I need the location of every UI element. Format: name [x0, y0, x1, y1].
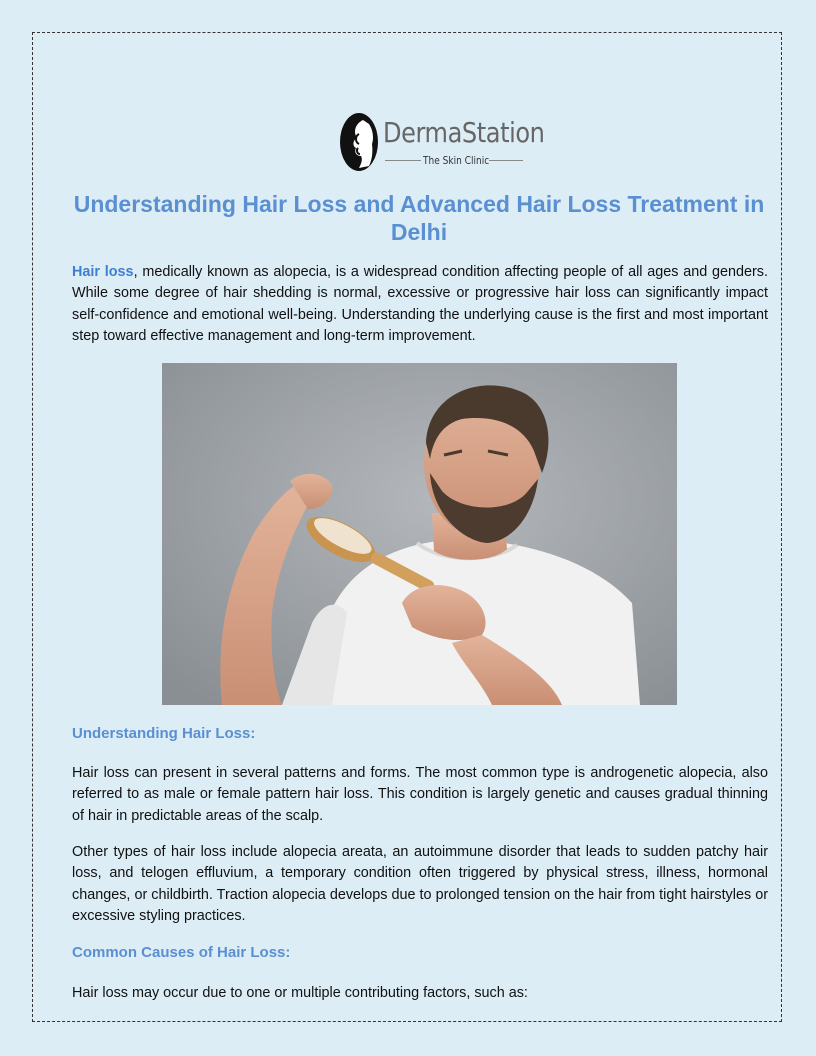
hero-image-man-with-hairbrush	[162, 363, 677, 705]
brand-tagline: The Skin Clinic	[423, 154, 490, 167]
brand-name: DermaStation	[383, 116, 545, 149]
brand-logo	[339, 112, 545, 172]
section-heading-understanding: Understanding Hair Loss:	[72, 725, 256, 742]
section-paragraph: Hair loss may occur due to one or multiple contributing factors, such as:	[72, 985, 528, 1001]
logo-divider-right	[489, 160, 523, 161]
logo-face-icon	[339, 112, 381, 172]
logo-divider-left	[385, 160, 421, 161]
section-paragraph: Other types of hair loss include alopecia areata, an autoimmune disorder that leads to sudden patchy hair loss, and telogen effluvium, a temporary condition often triggered by physical stress, illness, hormonal changes, or childbirth. Traction alopecia develops due to prolonged tension on the hair from tight hairstyles or excessive styling practices.	[72, 844, 768, 924]
section-heading-causes: Common Causes of Hair Loss:	[72, 944, 291, 961]
hair-loss-link[interactable]: Hair loss	[72, 264, 134, 280]
intro-paragraph	[72, 262, 768, 347]
page-title: Understanding Hair Loss and Advanced Hair Loss Treatment in Delhi	[73, 191, 765, 245]
intro-text: , medically known as alopecia, is a widespread condition affecting people of all ages and genders. While some degree of hair shedding is normal, excessive or progressive hair loss can significantly impact self-confidence and emotional well-being. Understanding the underlying cause is the first and most important step toward effective management and long-term improvement.	[72, 264, 768, 344]
section-paragraph: Hair loss can present in several patterns and forms. The most common type is androgenetic alopecia, also referred to as male or female pattern hair loss. This condition is largely genetic and causes gradual thinning of hair in predictable areas of the scalp.	[72, 765, 768, 824]
